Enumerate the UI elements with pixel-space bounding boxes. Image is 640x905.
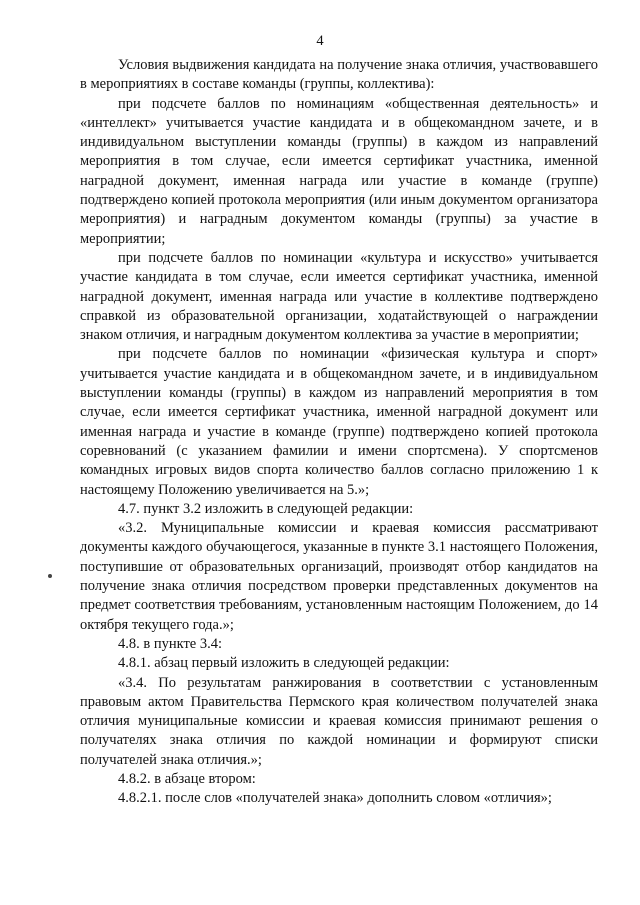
paragraph-4-8-2: 4.8.2. в абзаце втором: bbox=[118, 770, 256, 787]
paragraph-conditions: Условия выдвижения кандидата на получение знака отличия, участвовавшего в мероприятиях в составе команды (группы, коллектива): bbox=[80, 57, 598, 93]
paragraph-3-2: «3.2. Муниципальные комиссии и краевая комиссия рассматривают документы каждого обучающегося, указанные в пункте 3.1 настоящего Положения, поступившие от образовательных организаций, производят отбор кандидатов на получение знака отличия посредством проверки представленных документов на предмет соответствия требованиям, установленным настоящим Положением, до 14 октября текущего года.»; bbox=[80, 520, 598, 633]
document-body bbox=[80, 56, 598, 809]
page-number: 4 bbox=[316, 33, 324, 49]
paragraph-4-8-2-1: 4.8.2.1. после слов «получателей знака» дополнить словом «отличия»; bbox=[118, 790, 552, 807]
paragraph-4-8: 4.8. в пункте 3.4: bbox=[118, 635, 223, 652]
paragraph-sport: при подсчете баллов по номинации «физическая культура и спорт» учитывается участие кандидата и в общекомандном зачете, и в индивидуальном выступлении команды (группы) в каждом из направлений мероприятия в том случае, если имеется сертификат участника, именной наградной документ или именная награда и участие в команде (группе) подтверждено копией протокола соревнований (с указанием фамилии и имени спортсмена). У спортсменов командных игровых видов спорта количество баллов согласно приложению 1 к настоящему Положению увеличивается на 5.»; bbox=[80, 346, 598, 498]
paragraph-4-8-1: 4.8.1. абзац первый изложить в следующей редакции: bbox=[118, 655, 450, 672]
paragraph-culture-art: при подсчете баллов по номинации «культура и искусство» учитывается участие кандидата в том случае, если имеется сертификат участника, именной наградной документ, именная награда или участие в коллективе подтверждено справкой из образовательной организации, ходатайствующей о награждении знаком отличия, и наградным документом коллектива за участие в мероприятии; bbox=[80, 249, 598, 344]
paragraph-4-7: 4.7. пункт 3.2 изложить в следующей редакции: bbox=[118, 500, 414, 517]
paragraph-social-intellect: при подсчете баллов по номинациям «общественная деятельность» и «интеллект» учитывается участие кандидата и в общекомандном зачете, и в индивидуальном выступлении команды (группы) в каждом из направлений мероприятия в том случае, если имеется сертификат участника, именной наградной документ, именная награда или участие в команде (группе) подтверждено копией протокола мероприятия (или иным документом организатора мероприятия) и наградным документом команды (группы) за участие в мероприятии; bbox=[80, 95, 598, 247]
paragraph-3-4: «3.4. По результатам ранжирования в соответствии с установленным правовым актом Правительства Пермского края количеством получателей знака отличия муниципальные комиссии и краевая комиссия принимают решения о получателях знака отличия по каждой номинации и формируют списки получателей знака отличия.»; bbox=[80, 674, 598, 768]
margin-mark bbox=[48, 574, 52, 578]
